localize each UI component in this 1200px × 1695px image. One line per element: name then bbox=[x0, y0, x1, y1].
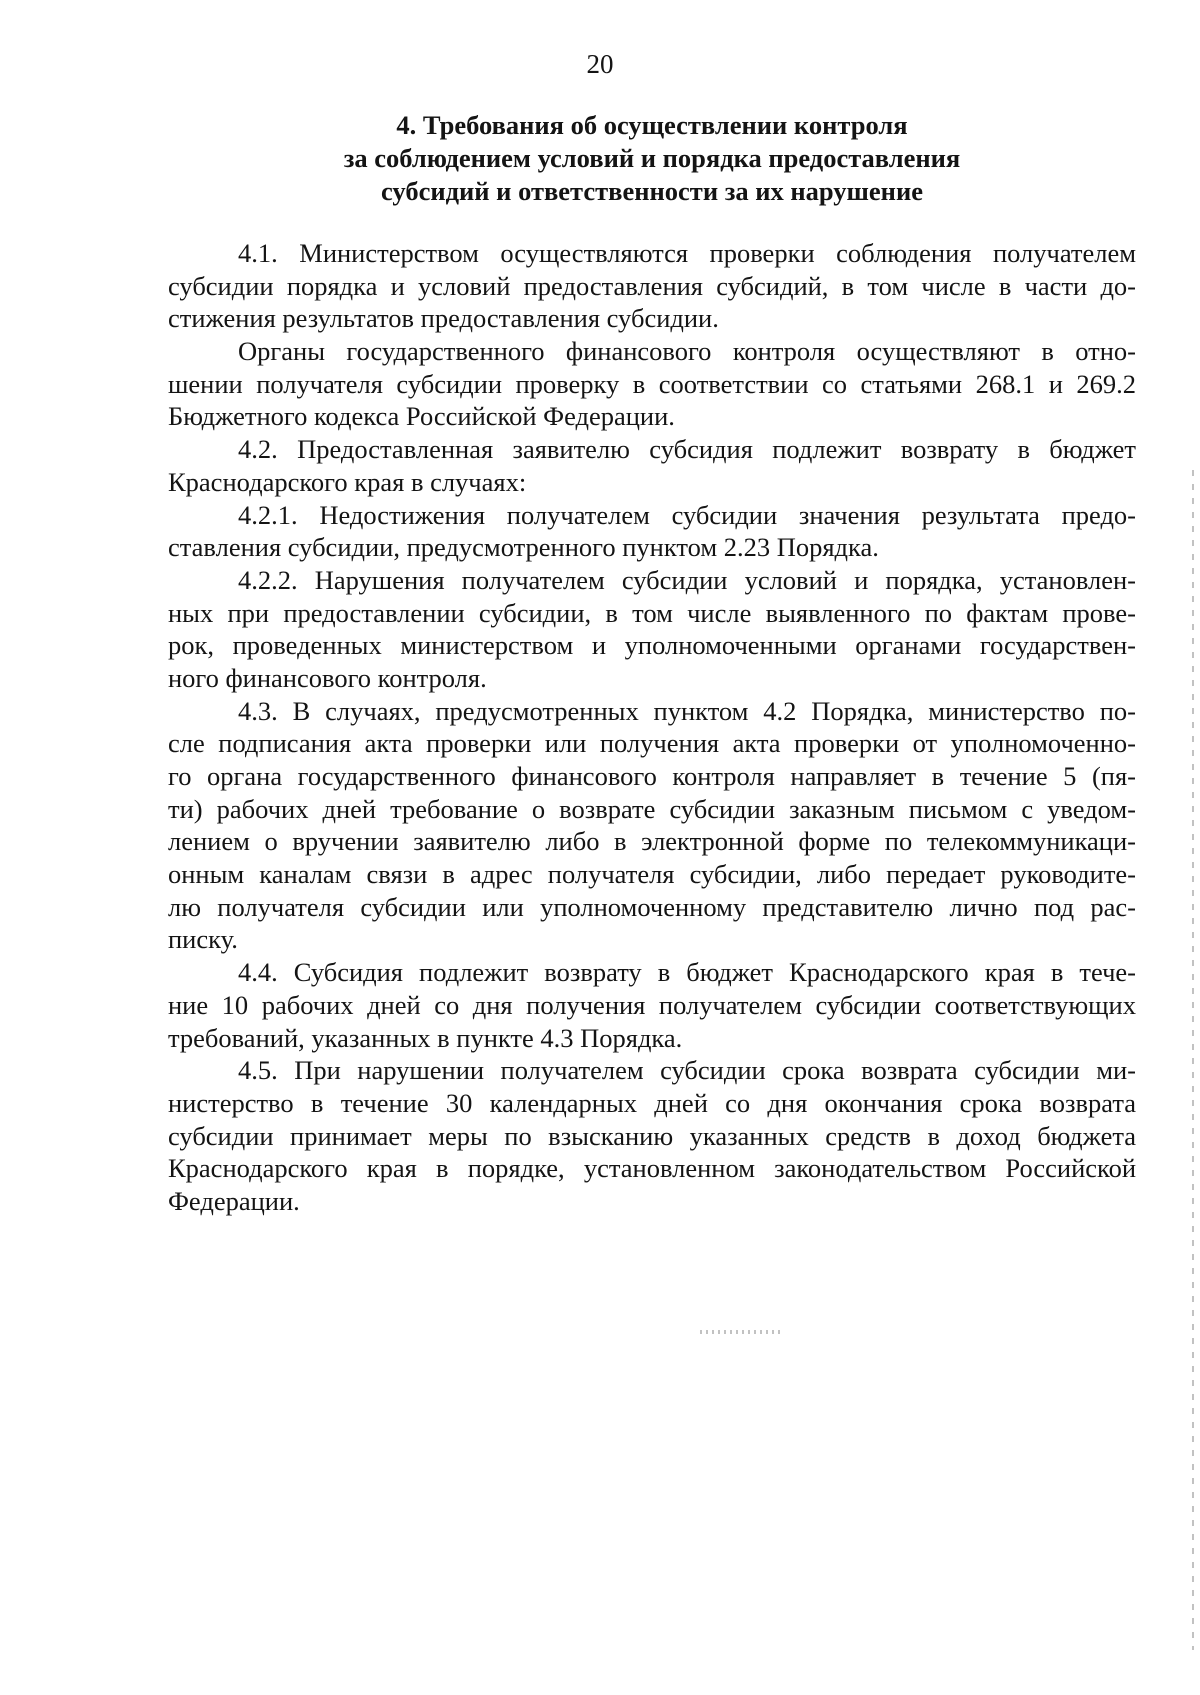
paragraph-line bbox=[168, 400, 1136, 433]
paragraph-line-text: ставления субсидии, предусмотренного пунктом 2.23 Порядка. bbox=[168, 532, 879, 563]
paragraph-line bbox=[168, 1087, 1136, 1120]
paragraph-line-text: писку. bbox=[168, 924, 238, 955]
paragraph bbox=[168, 564, 1136, 695]
paragraph-line-text: 4.2. Предоставленная заявителю субсидия подлежит возврату в бюджет bbox=[238, 434, 1136, 465]
paragraph-line-text: онным каналам связи в адрес получателя субсидии, либо передает руководите- bbox=[168, 859, 1136, 890]
paragraph bbox=[168, 499, 1136, 564]
paragraph-line bbox=[168, 858, 1136, 891]
paragraph-line-text: 4.2.2. Нарушения получателем субсидии условий и порядка, установлен- bbox=[238, 564, 1136, 595]
paragraph-line bbox=[168, 989, 1136, 1022]
paragraph-line bbox=[168, 302, 1136, 335]
paragraph-line bbox=[168, 564, 1136, 597]
paragraph-line bbox=[168, 1022, 1136, 1055]
section-heading-line: за соблюдением условий и порядка предоставления bbox=[343, 143, 961, 173]
paragraph-line bbox=[168, 1185, 1136, 1218]
document-body bbox=[168, 237, 1136, 1218]
paragraph-line bbox=[168, 597, 1136, 630]
paragraph-line bbox=[168, 727, 1136, 760]
paragraph-line bbox=[168, 466, 1136, 499]
paragraph-line bbox=[168, 923, 1136, 956]
paragraph bbox=[168, 335, 1136, 433]
paragraph-line-text: субсидии принимает меры по взысканию указанных средств в доход бюджета bbox=[168, 1120, 1136, 1151]
paragraph-line-text: Краснодарского края в порядке, установленном законодательством Российской bbox=[168, 1153, 1136, 1184]
paragraph-line bbox=[168, 499, 1136, 532]
paragraph-line-text: ных при предоставлении субсидии, в том числе выявленного по фактам прове- bbox=[168, 597, 1136, 628]
paragraph-line bbox=[168, 891, 1136, 924]
scan-dots-artifact bbox=[700, 1330, 780, 1334]
paragraph-line bbox=[168, 1120, 1136, 1153]
paragraph-line bbox=[168, 237, 1136, 270]
paragraph-line-text: 4.4. Субсидия подлежит возврату в бюджет Краснодарского края в тече- bbox=[238, 957, 1136, 988]
section-heading-line: 4. Требования об осуществлении контроля bbox=[396, 110, 908, 140]
paragraph-line-text: субсидии порядка и условий предоставления субсидий, в том числе в части до- bbox=[168, 270, 1136, 301]
paragraph-line-text: шении получателя субсидии проверку в соответствии со статьями 268.1 и 269.2 bbox=[168, 368, 1136, 399]
paragraph-line bbox=[168, 793, 1136, 826]
paragraph-line-text: Федерации. bbox=[168, 1185, 300, 1216]
scan-edge-artifact bbox=[1192, 470, 1194, 1650]
paragraph-line-text: го органа государственного финансового контроля направляет в течение 5 (пя- bbox=[168, 761, 1136, 791]
paragraph-line bbox=[168, 662, 1136, 695]
paragraph-line bbox=[168, 368, 1136, 401]
paragraph bbox=[168, 956, 1136, 1054]
paragraph-line-text: сле подписания акта проверки или получения акта проверки от уполномоченно- bbox=[168, 728, 1136, 759]
paragraph-line bbox=[168, 531, 1136, 564]
paragraph bbox=[168, 237, 1136, 335]
paragraph-line-text: требований, указанных в пункте 4.3 Порядка. bbox=[168, 1022, 683, 1053]
paragraph-line-text: Органы государственного финансового контроля осуществляют в отно- bbox=[238, 336, 1136, 367]
paragraph-line bbox=[168, 1054, 1136, 1087]
paragraph-line-text: ного финансового контроля. bbox=[168, 662, 487, 693]
paragraph-line bbox=[168, 270, 1136, 303]
paragraph-line bbox=[168, 956, 1136, 989]
paragraph-line-text: 4.2.1. Недостижения получателем субсидии значения результата предо- bbox=[238, 499, 1136, 530]
paragraph-line-text: 4.3. В случаях, предусмотренных пунктом 4.2 Порядка, министерство по- bbox=[238, 695, 1136, 726]
page-number: 20 bbox=[586, 49, 614, 79]
paragraph-line-text: стижения результатов предоставления субсидии. bbox=[168, 303, 719, 334]
paragraph bbox=[168, 433, 1136, 498]
paragraph-line-text: ти) рабочих дней требование о возврате субсидии заказным письмом с уведом- bbox=[168, 793, 1136, 824]
paragraph-line-text: Бюджетного кодекса Российской Федерации. bbox=[168, 401, 675, 432]
paragraph-line-text: ние 10 рабочих дней со дня получения получателем субсидии соответствующих bbox=[168, 989, 1136, 1020]
paragraph-line bbox=[168, 1152, 1136, 1185]
section-heading-line: субсидий и ответственности за их нарушение bbox=[381, 176, 923, 206]
paragraph-line-text: 4.1. Министерством осуществляются проверки соблюдения получателем bbox=[238, 238, 1136, 268]
paragraph-line bbox=[168, 629, 1136, 662]
paragraph-line bbox=[168, 825, 1136, 858]
paragraph-line bbox=[168, 760, 1136, 793]
paragraph-line bbox=[168, 335, 1136, 368]
paragraph-line-text: нистерство в течение 30 календарных дней со дня окончания срока возврата bbox=[168, 1087, 1136, 1118]
paragraph-line-text: 4.5. При нарушении получателем субсидии срока возврата субсидии ми- bbox=[238, 1055, 1136, 1086]
section-heading bbox=[168, 109, 1136, 208]
paragraph-line bbox=[168, 433, 1136, 466]
paragraph-line bbox=[168, 695, 1136, 728]
paragraph bbox=[168, 1054, 1136, 1217]
paragraph-line-text: лением о вручении заявителю либо в электронной форме по телекоммуникаци- bbox=[168, 826, 1136, 857]
paragraph-line-text: Краснодарского края в случаях: bbox=[168, 466, 527, 497]
paragraph bbox=[168, 695, 1136, 957]
paragraph-line-text: лю получателя субсидии или уполномоченному представителю лично под рас- bbox=[168, 891, 1136, 922]
paragraph-line-text: рок, проведенных министерством и уполномоченными органами государствен- bbox=[168, 630, 1136, 661]
